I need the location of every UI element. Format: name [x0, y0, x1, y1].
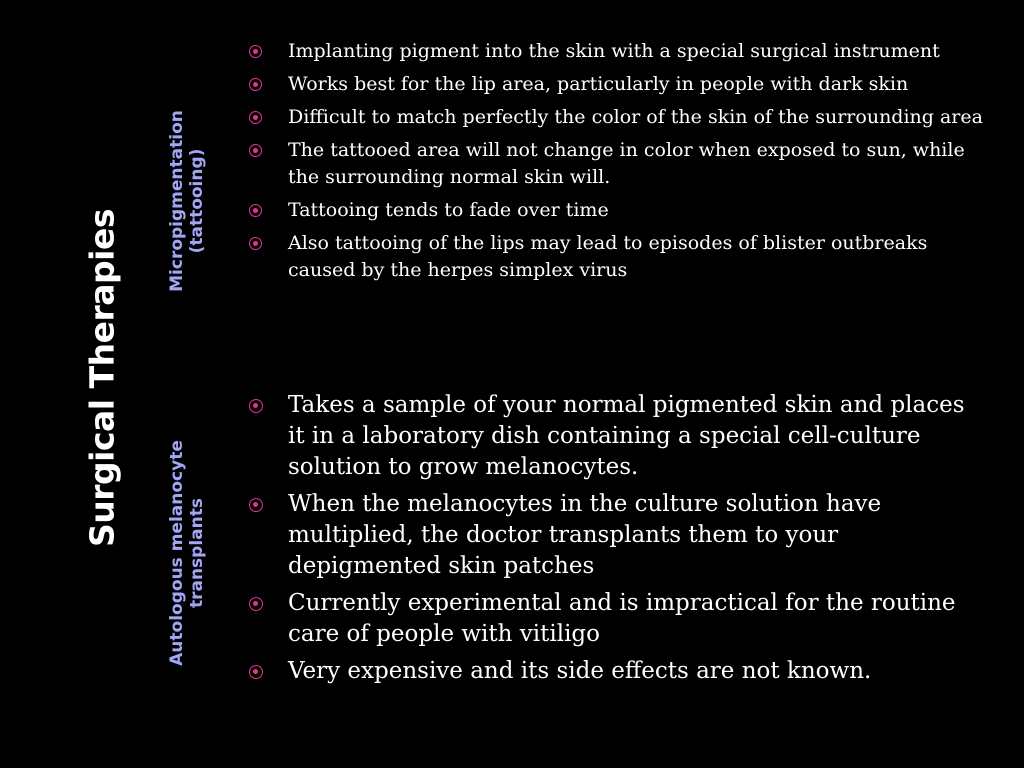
- circled-dot-bullet-icon: [249, 45, 262, 58]
- circled-dot-bullet-icon: [249, 237, 262, 250]
- list-item: [248, 197, 988, 224]
- circled-dot-bullet-icon: [249, 111, 262, 124]
- bullet-text: Takes a sample of your normal pigmented skin and places it in a laboratory dish containing a special cell-culture solution to grow melanocytes.: [288, 392, 965, 480]
- circled-dot-bullet-icon: [249, 665, 263, 679]
- circled-dot-bullet-icon: [249, 597, 263, 611]
- list-item: [248, 588, 988, 650]
- bullet-text: Works best for the lip area, particularly in people with dark skin: [288, 73, 909, 95]
- list-item: [248, 137, 988, 191]
- list-item: [248, 390, 988, 483]
- circled-dot-bullet-icon: [249, 498, 263, 512]
- section-heading-line: Autologous melanocyte: [167, 440, 187, 666]
- section-heading-line: (tattooing): [187, 148, 207, 254]
- list-item: [248, 656, 988, 687]
- section-heading-autologous-melanocyte-transplants: [167, 440, 207, 666]
- list-item: [248, 104, 988, 131]
- circled-dot-bullet-icon: [249, 78, 262, 91]
- bullet-text: Tattooing tends to fade over time: [288, 199, 609, 221]
- circled-dot-bullet-icon: [249, 399, 263, 413]
- melanocyte-transplant-bullet-list: [248, 390, 988, 693]
- bullet-text: The tattooed area will not change in color when exposed to sun, while the surrounding normal skin will.: [288, 139, 965, 188]
- bullet-text: Difficult to match perfectly the color of the skin of the surrounding area: [288, 106, 983, 128]
- bullet-text: Currently experimental and is impractical for the routine care of people with vitiligo: [288, 590, 956, 647]
- bullet-text: When the melanocytes in the culture solution have multiplied, the doctor transplants them to your depigmented skin patches: [288, 491, 882, 579]
- bullet-text: Implanting pigment into the skin with a special surgical instrument: [288, 40, 940, 62]
- bullet-text: Very expensive and its side effects are not known.: [288, 658, 872, 684]
- list-item: [248, 38, 988, 65]
- list-item: [248, 230, 988, 284]
- section-heading-micropigmentation: [167, 110, 207, 292]
- section-heading-line: Micropigmentation: [167, 110, 187, 292]
- micropigmentation-bullet-list: [248, 38, 988, 290]
- circled-dot-bullet-icon: [249, 204, 262, 217]
- section-heading-line: transplants: [187, 497, 207, 609]
- slide-title: Surgical Therapies: [82, 209, 122, 547]
- bullet-text: Also tattooing of the lips may lead to episodes of blister outbreaks caused by the herpes simplex virus: [288, 232, 928, 281]
- list-item: [248, 71, 988, 98]
- circled-dot-bullet-icon: [249, 144, 262, 157]
- list-item: [248, 489, 988, 582]
